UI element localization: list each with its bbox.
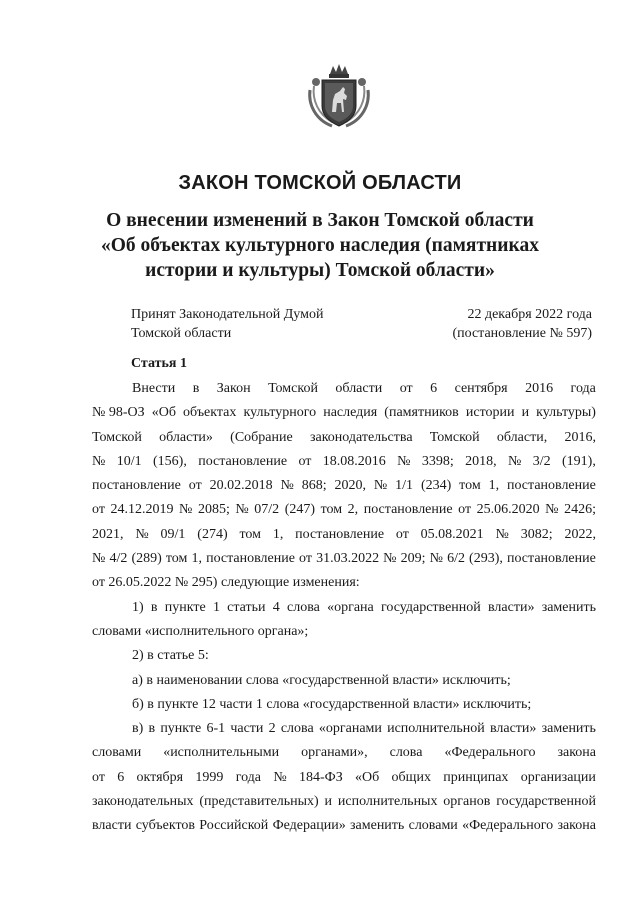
body-word: «органами	[318, 721, 382, 737]
body-word: 6-1	[206, 721, 226, 737]
body-word: том	[459, 478, 481, 494]
body-word: 31.03.2022	[316, 551, 380, 567]
body-word: от	[399, 381, 413, 396]
body-word: от	[92, 502, 105, 518]
body-word: Томской	[429, 429, 480, 445]
body-word: принципах	[443, 769, 509, 785]
body-word: №	[429, 551, 443, 567]
body-word: 24.12.2019	[110, 502, 174, 518]
body-word: истории	[465, 405, 515, 421]
body-word: 2085;	[197, 502, 230, 518]
body-word: №	[179, 502, 193, 518]
body-word: 2016	[525, 381, 554, 396]
body-word: 6	[117, 769, 125, 785]
body-word: 3/2	[532, 453, 551, 469]
body-line	[92, 790, 596, 814]
body-word: (156),	[153, 453, 187, 469]
body-word: постановление	[363, 502, 453, 518]
body-word: 25.06.2020	[476, 502, 540, 518]
body-word: от	[458, 502, 472, 518]
body-word: заменить	[541, 599, 596, 615]
body-word: том	[165, 551, 188, 567]
body-word: 6/2	[447, 551, 465, 567]
body-word: сентября	[454, 381, 508, 396]
body-word: области»	[159, 429, 213, 445]
subtitle-line: истории и культуры) Томской области»	[145, 260, 495, 281]
document-subtitle	[0, 208, 640, 283]
body-word: 184-ФЗ	[298, 769, 343, 785]
body-word: (274)	[197, 526, 228, 542]
body-word: государственной	[496, 794, 596, 810]
body-word: (289)	[131, 551, 162, 567]
body-word: «Об	[151, 405, 176, 421]
body-word: 3082;	[520, 526, 553, 542]
body-word: и	[324, 794, 333, 810]
body-word: культуры)	[536, 405, 596, 421]
body-word: 18.08.2016	[322, 453, 386, 469]
body-word: 4/2	[109, 551, 128, 567]
body-line: б) в пункте 12 части 1 слова «государственной власти» исключить;	[132, 696, 532, 712]
body-word: 09/1	[160, 526, 186, 542]
body-line: словами «исполнительного органа»;	[92, 623, 309, 639]
body-word: 6	[430, 381, 438, 396]
body-word: №	[92, 453, 106, 469]
body-word: пункте	[160, 721, 202, 737]
body-word: словами	[408, 818, 458, 834]
body-line	[92, 377, 596, 401]
body-line	[92, 401, 596, 425]
body-word: (представительных)	[199, 794, 319, 810]
body-word: №	[508, 453, 522, 469]
body-word: государственной	[380, 599, 481, 615]
body-line	[92, 717, 596, 741]
body-word: 1,	[272, 526, 284, 542]
adopted-by-line: Томской области	[131, 326, 232, 341]
body-word: заменить	[541, 721, 596, 737]
body-line	[92, 523, 596, 547]
body-word: от	[92, 769, 105, 785]
body-word: от	[188, 478, 202, 494]
body-word: 2021,	[92, 526, 124, 542]
body-word: №	[495, 526, 509, 542]
body-word: том	[320, 502, 343, 518]
body-word: октября	[136, 769, 184, 785]
body-word: Томской	[92, 429, 142, 445]
body-word: субъектов	[135, 818, 195, 834]
body-word: культурного	[243, 405, 317, 421]
body-line	[92, 547, 596, 571]
body-word: Российской	[199, 818, 269, 834]
body-word: года	[235, 769, 262, 785]
body-word: законодательных	[92, 794, 194, 810]
body-word: 1/1	[395, 478, 414, 494]
body-word: от	[299, 551, 312, 567]
document-title: ЗАКОН ТОМСКОЙ ОБЛАСТИ	[178, 172, 462, 194]
resolution-number: (постановление № 597)	[452, 326, 592, 341]
adoption-date	[452, 305, 592, 343]
body-word: Томской	[268, 381, 318, 396]
body-word: 1)	[132, 599, 144, 615]
body-word: 2,	[347, 502, 359, 518]
body-word: организации	[520, 769, 596, 785]
body-line	[92, 814, 596, 838]
body-word: №	[235, 502, 249, 518]
body-word: 3398;	[421, 453, 454, 469]
body-line	[92, 766, 596, 790]
subtitle-line: «Об объектах культурного наследия (памятниках	[101, 235, 539, 256]
body-word: №	[545, 502, 559, 518]
body-word: постановление	[198, 453, 288, 469]
body-word: общих	[391, 769, 431, 785]
body-word: №	[92, 551, 106, 567]
body-line	[92, 450, 596, 474]
body-word: 1,	[191, 551, 202, 567]
body-word: области	[335, 381, 383, 396]
body-word: том	[239, 526, 261, 542]
body-word: №	[280, 478, 294, 494]
article-body	[92, 377, 596, 839]
body-word: (памятников	[384, 405, 459, 421]
body-word: 2426;	[564, 502, 596, 518]
body-word: Внести	[132, 381, 176, 396]
body-word: «Об	[355, 769, 380, 785]
body-word: Федерации»	[272, 818, 346, 834]
subtitle-line: О внесении изменений в Закон Томской области	[106, 210, 534, 231]
article-heading: Статья 1	[131, 356, 187, 371]
body-word: закона	[557, 745, 596, 761]
body-word: «Федерального	[462, 818, 554, 834]
body-word: слова	[287, 599, 320, 615]
body-word: постановление	[206, 551, 295, 567]
body-line: от 26.05.2022 № 295) следующие изменения:	[92, 575, 360, 591]
body-word: года	[570, 381, 596, 396]
body-word: №	[373, 478, 388, 494]
body-word: органов	[443, 794, 491, 810]
adopted-by-line: Принят Законодательной Думой	[131, 307, 324, 322]
body-word: № 98-ОЗ	[92, 405, 145, 421]
body-word: 2020,	[334, 478, 367, 494]
body-word: и	[521, 405, 530, 421]
body-word: слова	[280, 721, 314, 737]
body-word: (234)	[420, 478, 452, 494]
body-word: «органа	[327, 599, 374, 615]
body-word: 2022,	[564, 526, 596, 542]
body-word: 20.02.2018	[209, 478, 273, 494]
body-word: 1,	[488, 478, 500, 494]
body-word: постановление	[506, 551, 596, 567]
body-word: №	[397, 453, 411, 469]
coat-of-arms-icon	[302, 60, 376, 134]
body-line	[92, 498, 596, 522]
body-word: 1	[212, 599, 220, 615]
body-line: а) в наименовании слова «государственной власти» исключить;	[132, 672, 511, 688]
body-word: «Федерального	[444, 745, 536, 761]
body-word: №	[135, 526, 149, 542]
body-word: в	[192, 381, 200, 396]
body-line	[92, 741, 596, 765]
body-word: в	[148, 721, 156, 737]
body-word: от	[298, 453, 312, 469]
body-word: исполнительной	[387, 721, 485, 737]
body-word: 2018,	[465, 453, 497, 469]
body-word: 07/2	[254, 502, 280, 518]
body-word: 2016,	[564, 429, 596, 445]
body-word: слова	[389, 745, 423, 761]
body-word: (293),	[469, 551, 503, 567]
body-word: 868;	[301, 478, 327, 494]
body-word: (247)	[284, 502, 316, 518]
body-word: (Собрание	[230, 429, 293, 445]
body-word: №	[383, 551, 397, 567]
body-word: пункте	[164, 599, 206, 615]
body-word: наследия	[323, 405, 378, 421]
body-word: органами»,	[301, 745, 368, 761]
body-word: власти»	[488, 599, 535, 615]
body-word: (191),	[562, 453, 596, 469]
body-word: 2	[268, 721, 276, 737]
body-word: постановление	[506, 478, 596, 494]
body-word: Закон	[216, 381, 251, 396]
body-word: власти»	[489, 721, 537, 737]
body-word: 10/1	[116, 453, 142, 469]
body-word: 05.08.2021	[420, 526, 484, 542]
body-word: статьи	[227, 599, 266, 615]
body-word: законодательства	[309, 429, 413, 445]
body-line	[92, 596, 596, 620]
body-word: власти	[92, 818, 132, 834]
body-word: закона	[557, 818, 596, 834]
body-word: постановление	[295, 526, 385, 542]
body-word: заменить	[350, 818, 405, 834]
body-word: в	[150, 599, 158, 615]
body-line	[92, 426, 596, 450]
body-word: постановление	[92, 478, 181, 494]
body-word: объектах	[183, 405, 237, 421]
body-line: 2) в статье 5:	[132, 648, 209, 664]
body-line	[92, 474, 596, 498]
body-word: исполнительных	[337, 794, 438, 810]
body-word: области,	[496, 429, 548, 445]
body-word: словами	[92, 745, 142, 761]
body-word: «исполнительными	[163, 745, 280, 761]
body-word: части	[230, 721, 264, 737]
body-word: №	[273, 769, 287, 785]
body-word: в)	[132, 721, 144, 737]
body-word: от	[395, 526, 409, 542]
adopted-by	[131, 305, 323, 343]
body-word: 209;	[400, 551, 426, 567]
adoption-date-line: 22 декабря 2022 года	[467, 307, 592, 322]
body-word: 4	[272, 599, 280, 615]
body-word: 1999	[195, 769, 224, 785]
